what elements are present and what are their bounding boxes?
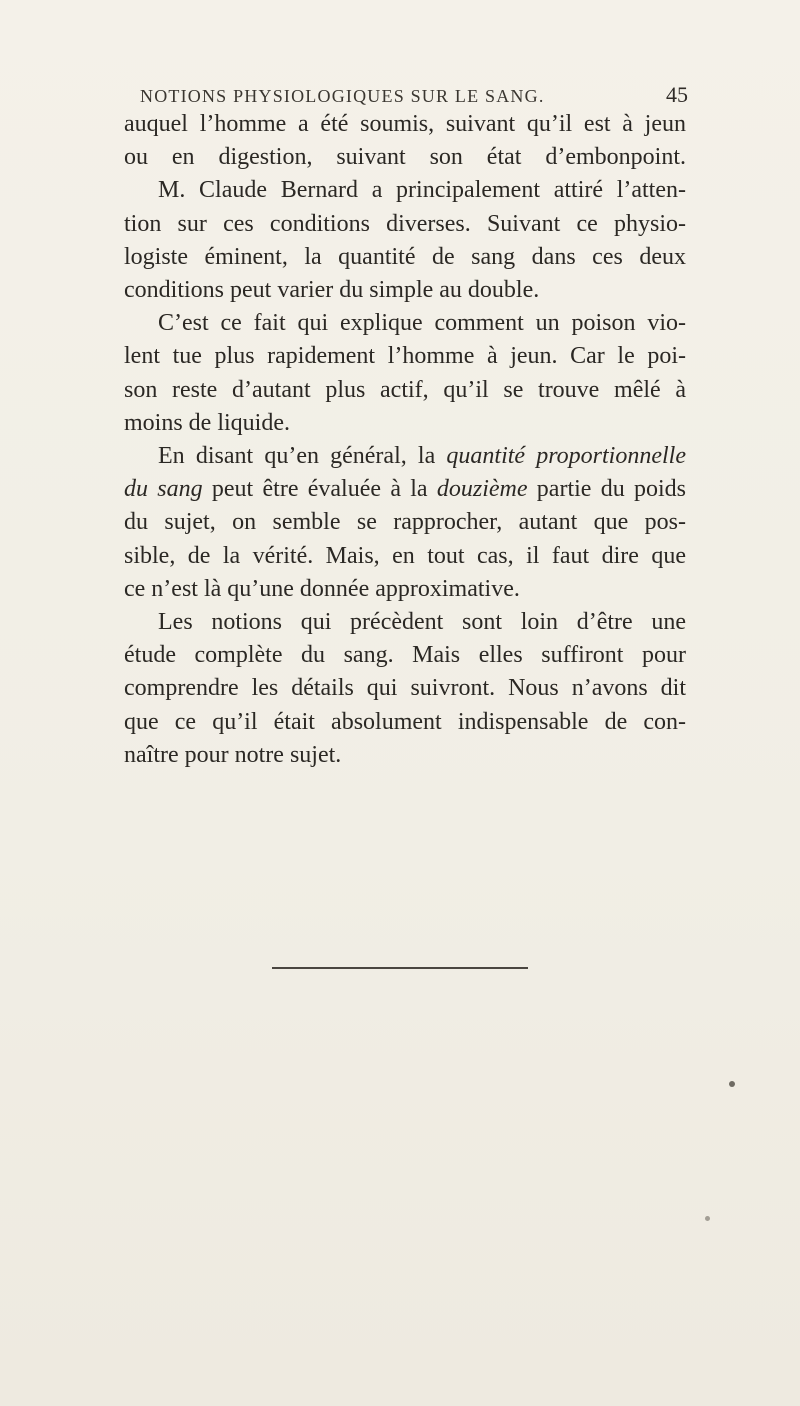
text-run: peut être évaluée à la <box>202 476 437 503</box>
text-line: conditions peut varier du simple au double. <box>124 277 540 304</box>
text-line-with-italic <box>124 440 686 473</box>
italic-phrase: quantité proportionnelle <box>446 443 686 470</box>
italic-phrase: du sang <box>124 476 203 503</box>
text-line: du sujet, on semble se rapprocher, autant que pos- <box>124 509 686 536</box>
text-line: naître pour notre sujet. <box>124 741 342 768</box>
text-line: logiste éminent, la quantité de sang dans ces deux <box>124 243 686 270</box>
text-line: ce n’est là qu’une donnée approximative. <box>124 575 520 602</box>
text-line: comprendre les détails qui suivront. Nous n’avons dit <box>124 675 686 702</box>
text-line: auquel l’homme a été soumis, suivant qu’il est à jeun <box>124 111 686 137</box>
text-line: moins de liquide. <box>124 409 290 436</box>
section-end-rule <box>272 967 528 969</box>
text-line: sible, de la vérité. Mais, en tout cas, il faut dire que <box>124 542 686 569</box>
text-line: son reste d’autant plus actif, qu’il se trouve mêlé à <box>124 376 686 403</box>
text-run: partie du poids <box>527 476 686 503</box>
paper-speck <box>705 1216 710 1221</box>
text-run: En disant qu’en général, la <box>158 443 447 470</box>
text-line-with-italic <box>124 473 686 506</box>
running-title: NOTIONS PHYSIOLOGIQUES SUR LE SANG. <box>140 86 545 106</box>
text-line: M. Claude Bernard a principalement attiré l’atten- <box>158 177 686 204</box>
text-line: que ce qu’il était absolument indispensable de con- <box>124 708 686 735</box>
text-line: C’est ce fait qui explique comment un poison vio- <box>158 310 686 337</box>
body-text <box>124 108 686 772</box>
text-line: ou en digestion, suivant son état d’embonpoint. <box>124 144 686 171</box>
text-line: Les notions qui précèdent sont loin d’être une <box>158 609 686 636</box>
page-number: 45 <box>666 82 688 107</box>
text-line: étude complète du sang. Mais elles suffiront pour <box>124 642 686 669</box>
text-line: lent tue plus rapidement l’homme à jeun. Car le poi- <box>124 343 686 370</box>
text-line: tion sur ces conditions diverses. Suivant ce physio- <box>124 210 686 237</box>
paper-speck <box>729 1081 735 1087</box>
italic-phrase: douzième <box>436 476 528 503</box>
